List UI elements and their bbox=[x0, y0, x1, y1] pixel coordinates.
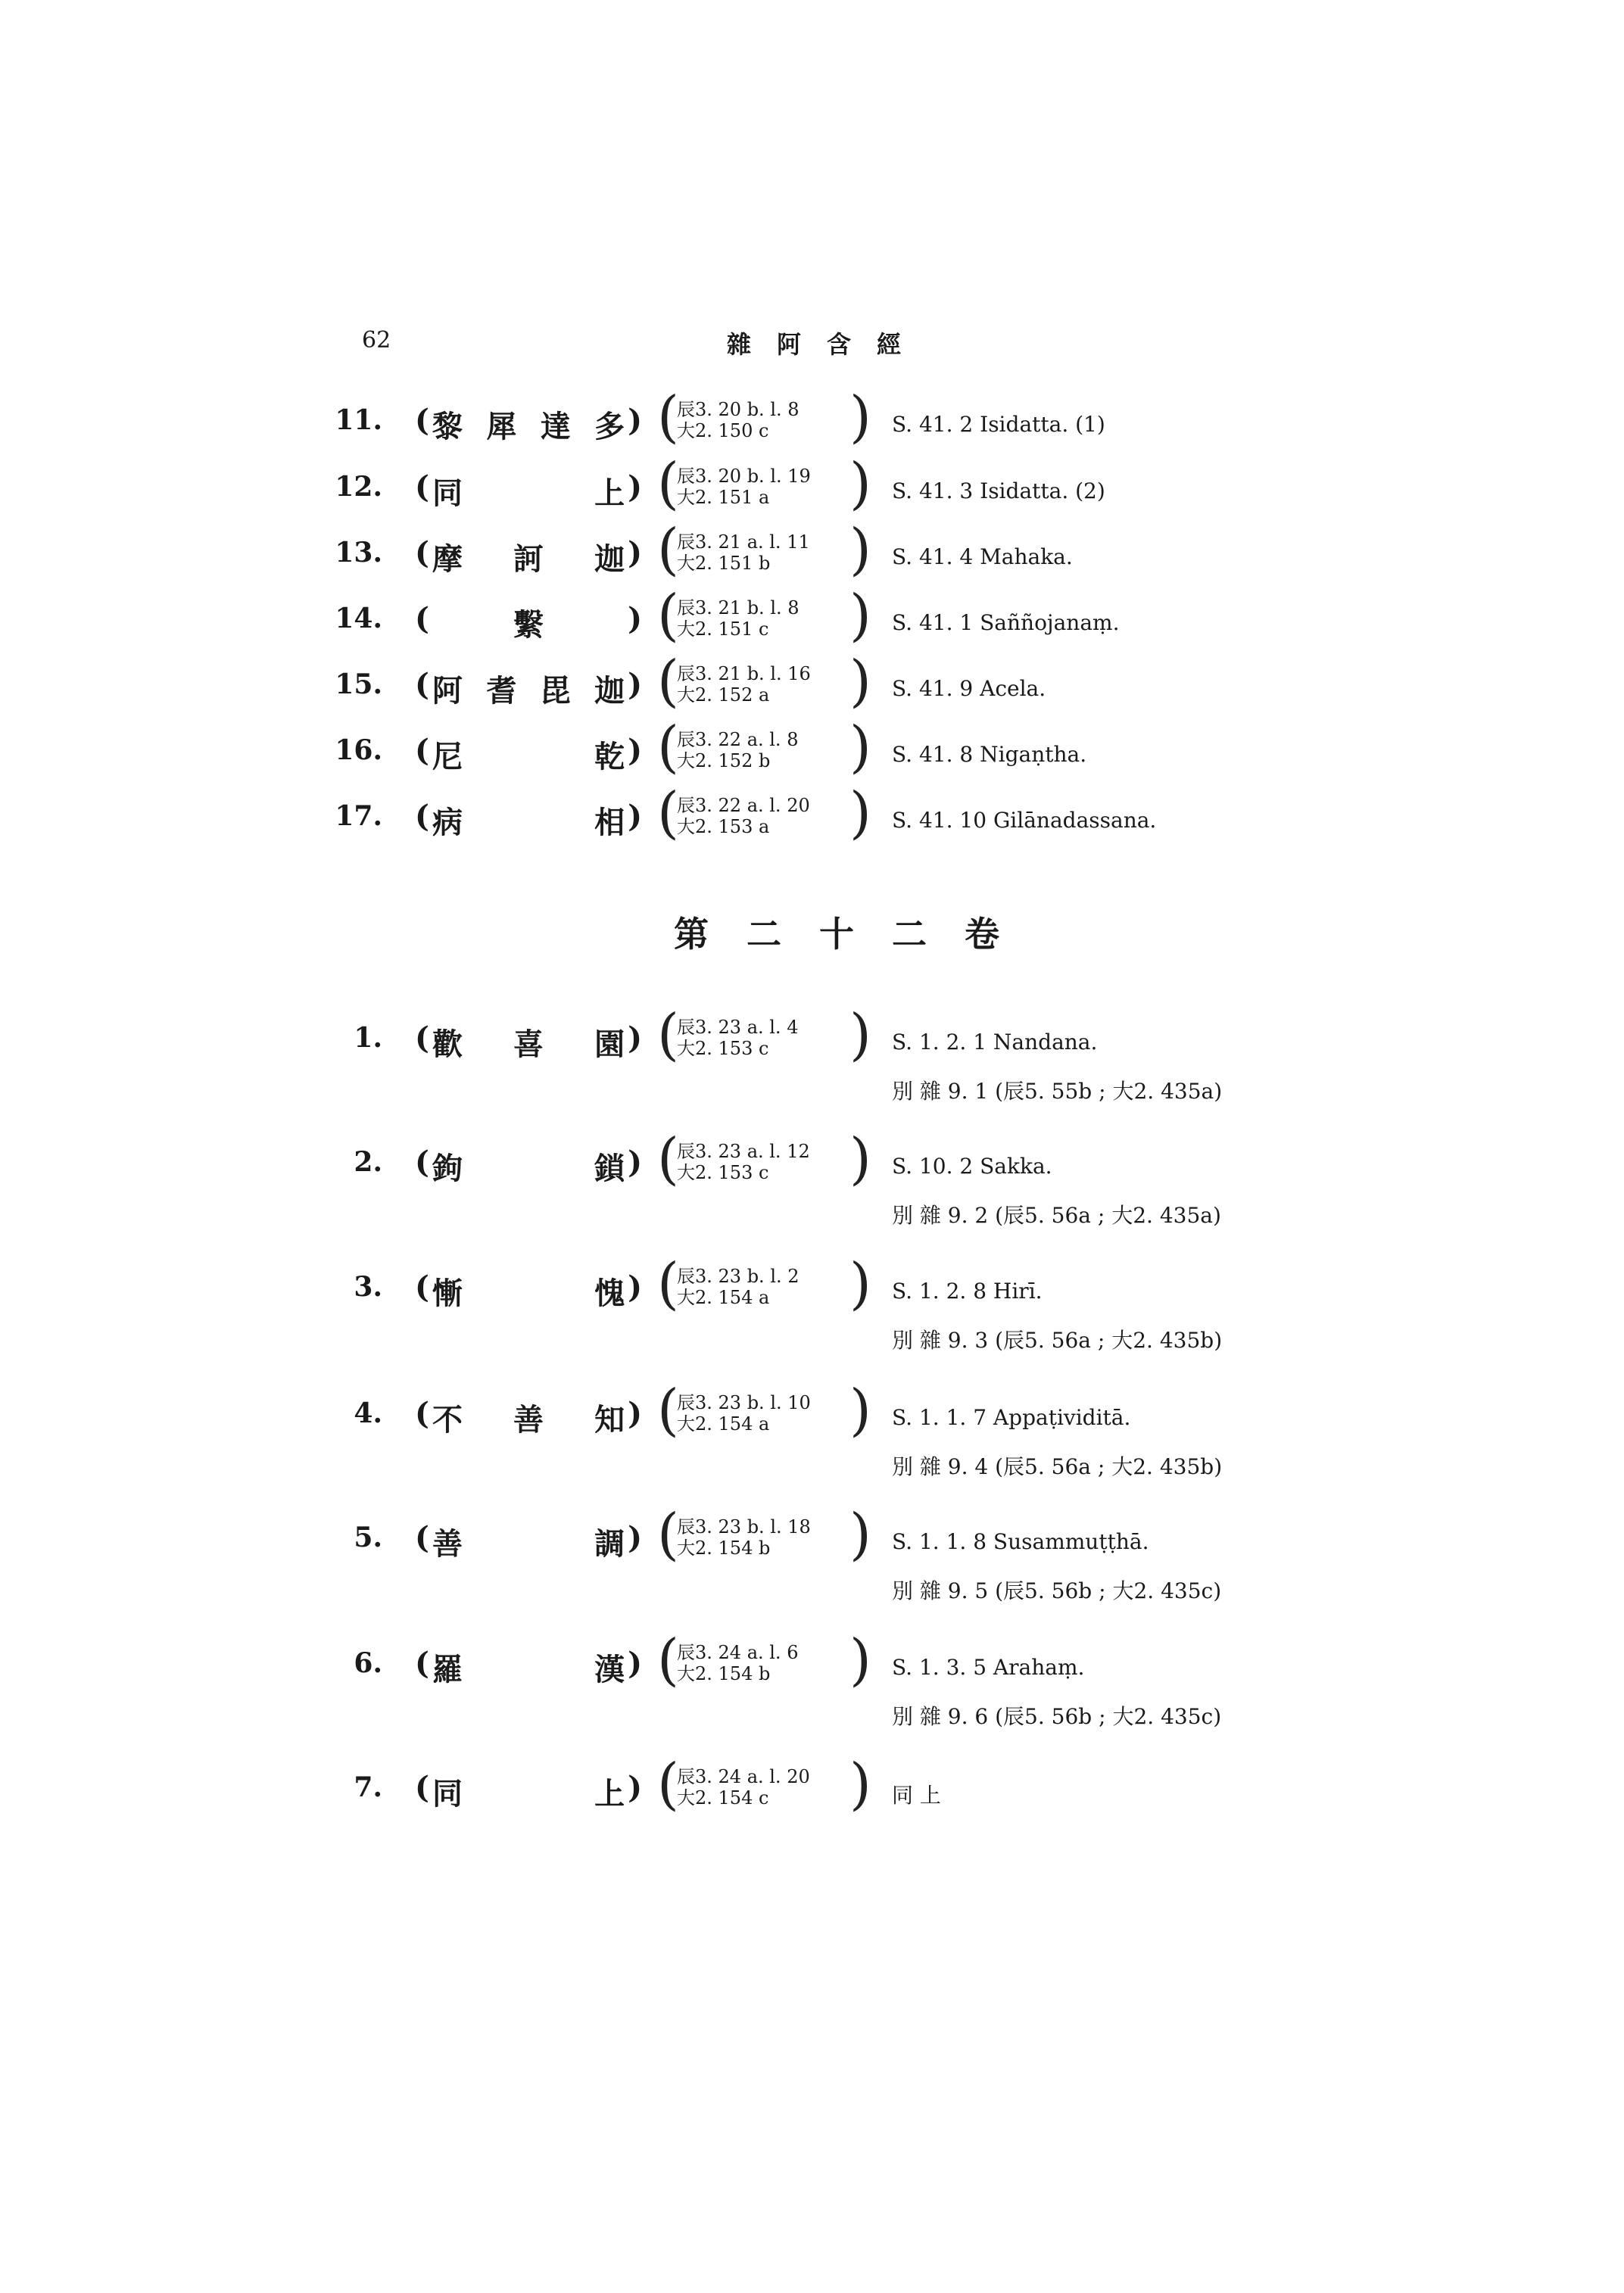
title-char: 漢 bbox=[594, 1652, 625, 1687]
ref-close-paren: ) bbox=[849, 583, 871, 648]
title-char: 知 bbox=[594, 1402, 625, 1438]
parallel-reference: 別 雜 9. 2 (辰5. 56a ; 大2. 435a) bbox=[892, 1203, 1221, 1228]
ref-line-1: 辰3. 23 b. l. 10 bbox=[677, 1392, 811, 1413]
chapter-heading: 第二十二卷 bbox=[674, 914, 1037, 955]
entry-row bbox=[0, 715, 1624, 784]
ref-close-paren: ) bbox=[849, 1251, 871, 1316]
pali-reference: S. 41. 4 Mahaka. bbox=[892, 544, 1073, 569]
ref-line-2: 大2. 150 c bbox=[677, 420, 769, 441]
page-number: 62 bbox=[362, 327, 391, 354]
title-char: 毘 bbox=[540, 673, 571, 709]
pali-reference: S. 1. 1. 7 Appaṭividitā. bbox=[892, 1405, 1131, 1430]
reference-block bbox=[657, 649, 871, 715]
open-paren: ( bbox=[415, 403, 429, 438]
open-paren: ( bbox=[415, 469, 429, 505]
close-paren: ) bbox=[628, 1270, 642, 1305]
ref-open-paren: ( bbox=[657, 1502, 679, 1567]
ref-close-paren: ) bbox=[849, 1502, 871, 1567]
running-head: 雜阿含經 bbox=[727, 330, 927, 359]
ref-line-1: 辰3. 20 b. l. 19 bbox=[677, 466, 811, 487]
title-char: 黎 bbox=[432, 409, 463, 444]
ref-close-paren: ) bbox=[849, 451, 871, 516]
parallel-reference: 別 雜 9. 6 (辰5. 56b ; 大2. 435c) bbox=[892, 1704, 1222, 1729]
entry-number: 12. bbox=[335, 471, 382, 503]
ref-line-2: 大2. 153 c bbox=[677, 1038, 769, 1059]
pali-reference: S. 1. 1. 8 Susammuṭṭhā. bbox=[892, 1529, 1149, 1554]
entry-title bbox=[415, 1396, 642, 1439]
entry-number: 2. bbox=[354, 1146, 382, 1178]
title-characters bbox=[429, 403, 628, 446]
entry-number: 11. bbox=[335, 404, 382, 436]
open-paren: ( bbox=[415, 1646, 429, 1681]
title-characters bbox=[429, 667, 628, 710]
title-char: 摩 bbox=[432, 541, 463, 577]
pali-reference: S. 41. 2 Isidatta. (1) bbox=[892, 412, 1105, 437]
entry-number: 13. bbox=[335, 537, 382, 569]
close-paren: ) bbox=[628, 469, 642, 505]
ref-line-2: 大2. 152 a bbox=[677, 684, 770, 706]
entry-title bbox=[415, 1520, 642, 1563]
reference-block bbox=[657, 1628, 871, 1694]
title-char: 善 bbox=[513, 1402, 544, 1438]
ref-line-2: 大2. 154 c bbox=[677, 1787, 769, 1809]
pali-reference: S. 41. 3 Isidatta. (2) bbox=[892, 478, 1105, 503]
ref-close-paren: ) bbox=[849, 715, 871, 780]
title-char: 慚 bbox=[432, 1276, 463, 1311]
entry-title bbox=[415, 535, 642, 578]
entry-title bbox=[415, 469, 642, 512]
ref-line-1: 辰3. 24 a. l. 20 bbox=[677, 1766, 810, 1787]
title-char: 病 bbox=[432, 805, 463, 840]
title-char: 上 bbox=[594, 475, 625, 511]
title-characters bbox=[429, 1646, 628, 1689]
close-paren: ) bbox=[628, 535, 642, 571]
close-paren: ) bbox=[628, 667, 642, 703]
ref-line-2: 大2. 151 c bbox=[677, 618, 769, 640]
entry-title bbox=[415, 733, 642, 776]
entry-number: 6. bbox=[354, 1647, 382, 1679]
entry-number: 17. bbox=[335, 800, 382, 832]
entry-title bbox=[415, 403, 642, 446]
ref-line-2: 大2. 153 c bbox=[677, 1162, 769, 1183]
ref-open-paren: ( bbox=[657, 385, 679, 450]
title-char: 喜 bbox=[513, 1027, 544, 1062]
entry-row bbox=[0, 1752, 1624, 1821]
title-char: 尼 bbox=[432, 739, 463, 774]
close-paren: ) bbox=[628, 403, 642, 438]
reference-block bbox=[657, 715, 871, 781]
title-char: 上 bbox=[594, 1776, 625, 1812]
title-char: 訶 bbox=[513, 541, 544, 577]
ref-line-1: 辰3. 21 b. l. 8 bbox=[677, 597, 800, 618]
title-char: 耆 bbox=[486, 673, 517, 709]
entry-row bbox=[0, 1502, 1624, 1572]
close-paren: ) bbox=[628, 1145, 642, 1180]
entry-title bbox=[415, 601, 642, 644]
entry-row bbox=[0, 780, 1624, 850]
ref-open-paren: ( bbox=[657, 451, 679, 516]
title-characters bbox=[429, 1145, 628, 1188]
ref-line-2: 大2. 151 b bbox=[677, 553, 771, 574]
ref-open-paren: ( bbox=[657, 715, 679, 780]
entry-row bbox=[0, 1251, 1624, 1321]
entry-row bbox=[0, 385, 1624, 454]
title-char: 乾 bbox=[594, 739, 625, 774]
open-paren: ( bbox=[415, 799, 429, 834]
title-char: 相 bbox=[594, 805, 625, 840]
ref-close-paren: ) bbox=[849, 780, 871, 846]
reference-block bbox=[657, 451, 871, 518]
reference-block bbox=[657, 1502, 871, 1569]
entry-title bbox=[415, 1020, 642, 1064]
title-characters bbox=[429, 799, 628, 842]
parallel-reference: 別 雜 9. 4 (辰5. 56a ; 大2. 435b) bbox=[892, 1454, 1223, 1479]
open-paren: ( bbox=[415, 733, 429, 768]
ref-line-1: 辰3. 22 a. l. 20 bbox=[677, 795, 810, 816]
entry-title bbox=[415, 799, 642, 842]
close-paren: ) bbox=[628, 1520, 642, 1556]
ref-line-2: 大2. 153 a bbox=[677, 816, 770, 837]
entry-row bbox=[0, 1002, 1624, 1072]
title-characters bbox=[429, 535, 628, 578]
ref-line-2: 大2. 151 a bbox=[677, 487, 770, 508]
entry-row bbox=[0, 1378, 1624, 1447]
pali-reference: 同 上 bbox=[892, 1783, 941, 1808]
entry-number: 14. bbox=[335, 603, 382, 634]
reference-block bbox=[657, 1002, 871, 1069]
close-paren: ) bbox=[628, 799, 642, 834]
ref-line-1: 辰3. 22 a. l. 8 bbox=[677, 729, 799, 750]
title-characters bbox=[429, 1770, 628, 1813]
close-paren: ) bbox=[628, 1646, 642, 1681]
ref-close-paren: ) bbox=[849, 1628, 871, 1693]
ref-open-paren: ( bbox=[657, 517, 679, 582]
reference-block bbox=[657, 517, 871, 584]
close-paren: ) bbox=[628, 1396, 642, 1432]
ref-open-paren: ( bbox=[657, 1251, 679, 1316]
ref-line-1: 辰3. 23 b. l. 2 bbox=[677, 1266, 800, 1287]
entry-row bbox=[0, 1628, 1624, 1697]
ref-open-paren: ( bbox=[657, 583, 679, 648]
reference-block bbox=[657, 780, 871, 847]
open-paren: ( bbox=[415, 1396, 429, 1432]
title-characters bbox=[429, 601, 628, 644]
open-paren: ( bbox=[415, 1270, 429, 1305]
title-char: 犀 bbox=[486, 409, 517, 444]
pali-reference: S. 41. 9 Acela. bbox=[892, 676, 1046, 701]
ref-open-paren: ( bbox=[657, 1378, 679, 1443]
title-char: 達 bbox=[540, 409, 571, 444]
ref-close-paren: ) bbox=[849, 1752, 871, 1817]
entry-number: 16. bbox=[335, 734, 382, 766]
entry-number: 7. bbox=[354, 1771, 382, 1803]
title-characters bbox=[429, 1396, 628, 1439]
ref-open-paren: ( bbox=[657, 1628, 679, 1693]
ref-line-1: 辰3. 23 b. l. 18 bbox=[677, 1516, 811, 1537]
ref-line-2: 大2. 152 b bbox=[677, 750, 771, 771]
ref-line-1: 辰3. 21 a. l. 11 bbox=[677, 531, 810, 553]
pali-reference: S. 1. 2. 1 Nandana. bbox=[892, 1030, 1098, 1055]
title-char: 鉤 bbox=[432, 1151, 463, 1186]
open-paren: ( bbox=[415, 667, 429, 703]
ref-open-paren: ( bbox=[657, 780, 679, 846]
pali-reference: S. 1. 3. 5 Arahaṃ. bbox=[892, 1655, 1085, 1680]
entry-title bbox=[415, 1770, 642, 1813]
ref-line-2: 大2. 154 b bbox=[677, 1537, 771, 1559]
ref-close-paren: ) bbox=[849, 1126, 871, 1192]
open-paren: ( bbox=[415, 1770, 429, 1805]
reference-block bbox=[657, 1126, 871, 1193]
parallel-reference: 別 雜 9. 3 (辰5. 56a ; 大2. 435b) bbox=[892, 1328, 1223, 1353]
ref-line-2: 大2. 154 a bbox=[677, 1287, 770, 1308]
entry-title bbox=[415, 1145, 642, 1188]
entry-title bbox=[415, 1646, 642, 1689]
open-paren: ( bbox=[415, 1520, 429, 1556]
ref-line-1: 辰3. 24 a. l. 6 bbox=[677, 1642, 799, 1663]
parallel-reference: 別 雜 9. 5 (辰5. 56b ; 大2. 435c) bbox=[892, 1578, 1222, 1603]
title-char: 阿 bbox=[432, 673, 463, 709]
title-char: 繫 bbox=[513, 607, 544, 643]
ref-close-paren: ) bbox=[849, 1002, 871, 1067]
entry-title bbox=[415, 1270, 642, 1313]
entry-number: 3. bbox=[354, 1271, 382, 1303]
title-char: 不 bbox=[432, 1402, 463, 1438]
entry-row bbox=[0, 451, 1624, 521]
title-characters bbox=[429, 1020, 628, 1064]
entry-title bbox=[415, 667, 642, 710]
close-paren: ) bbox=[628, 1770, 642, 1805]
title-char: 善 bbox=[432, 1526, 463, 1562]
reference-block bbox=[657, 1378, 871, 1444]
ref-close-paren: ) bbox=[849, 649, 871, 714]
ref-line-2: 大2. 154 b bbox=[677, 1663, 771, 1684]
entry-row bbox=[0, 583, 1624, 653]
entry-row bbox=[0, 1126, 1624, 1196]
reference-block bbox=[657, 385, 871, 451]
reference-block bbox=[657, 583, 871, 650]
title-char: 多 bbox=[594, 409, 625, 444]
ref-open-paren: ( bbox=[657, 649, 679, 714]
ref-close-paren: ) bbox=[849, 385, 871, 450]
pali-reference: S. 41. 10 Gilānadassana. bbox=[892, 808, 1157, 833]
ref-open-paren: ( bbox=[657, 1126, 679, 1192]
title-char: 羅 bbox=[432, 1652, 463, 1687]
ref-line-2: 大2. 154 a bbox=[677, 1413, 770, 1435]
entry-number: 4. bbox=[354, 1397, 382, 1429]
close-paren: ) bbox=[628, 733, 642, 768]
title-char: 園 bbox=[594, 1027, 625, 1062]
ref-close-paren: ) bbox=[849, 1378, 871, 1443]
title-characters bbox=[429, 733, 628, 776]
open-paren: ( bbox=[415, 535, 429, 571]
entry-row bbox=[0, 649, 1624, 718]
pali-reference: S. 1. 2. 8 Hirī. bbox=[892, 1279, 1043, 1304]
title-characters bbox=[429, 469, 628, 512]
title-char: 同 bbox=[432, 475, 463, 511]
reference-block bbox=[657, 1251, 871, 1318]
ref-line-1: 辰3. 21 b. l. 16 bbox=[677, 663, 811, 684]
close-paren: ) bbox=[628, 1020, 642, 1056]
title-char: 鎖 bbox=[594, 1151, 625, 1186]
open-paren: ( bbox=[415, 1145, 429, 1180]
ref-open-paren: ( bbox=[657, 1002, 679, 1067]
ref-line-1: 辰3. 23 a. l. 4 bbox=[677, 1017, 799, 1038]
pali-reference: S. 10. 2 Sakka. bbox=[892, 1154, 1052, 1179]
close-paren: ) bbox=[628, 601, 642, 637]
title-characters bbox=[429, 1520, 628, 1563]
open-paren: ( bbox=[415, 601, 429, 637]
ref-line-1: 辰3. 23 a. l. 12 bbox=[677, 1141, 810, 1162]
ref-line-1: 辰3. 20 b. l. 8 bbox=[677, 399, 800, 420]
reference-block bbox=[657, 1752, 871, 1818]
ref-close-paren: ) bbox=[849, 517, 871, 582]
entry-number: 5. bbox=[354, 1522, 382, 1553]
entry-number: 1. bbox=[354, 1022, 382, 1054]
title-char: 迦 bbox=[594, 673, 625, 709]
pali-reference: S. 41. 8 Nigaṇtha. bbox=[892, 742, 1087, 767]
ref-open-paren: ( bbox=[657, 1752, 679, 1817]
title-characters bbox=[429, 1270, 628, 1313]
open-paren: ( bbox=[415, 1020, 429, 1056]
title-char: 歡 bbox=[432, 1027, 463, 1062]
pali-reference: S. 41. 1 Saññojanaṃ. bbox=[892, 610, 1120, 635]
parallel-reference: 別 雜 9. 1 (辰5. 55b ; 大2. 435a) bbox=[892, 1079, 1223, 1104]
title-char: 同 bbox=[432, 1776, 463, 1812]
entry-number: 15. bbox=[335, 668, 382, 700]
title-char: 調 bbox=[594, 1526, 625, 1562]
title-char: 愧 bbox=[594, 1276, 625, 1311]
title-char: 迦 bbox=[594, 541, 625, 577]
entry-row bbox=[0, 517, 1624, 587]
